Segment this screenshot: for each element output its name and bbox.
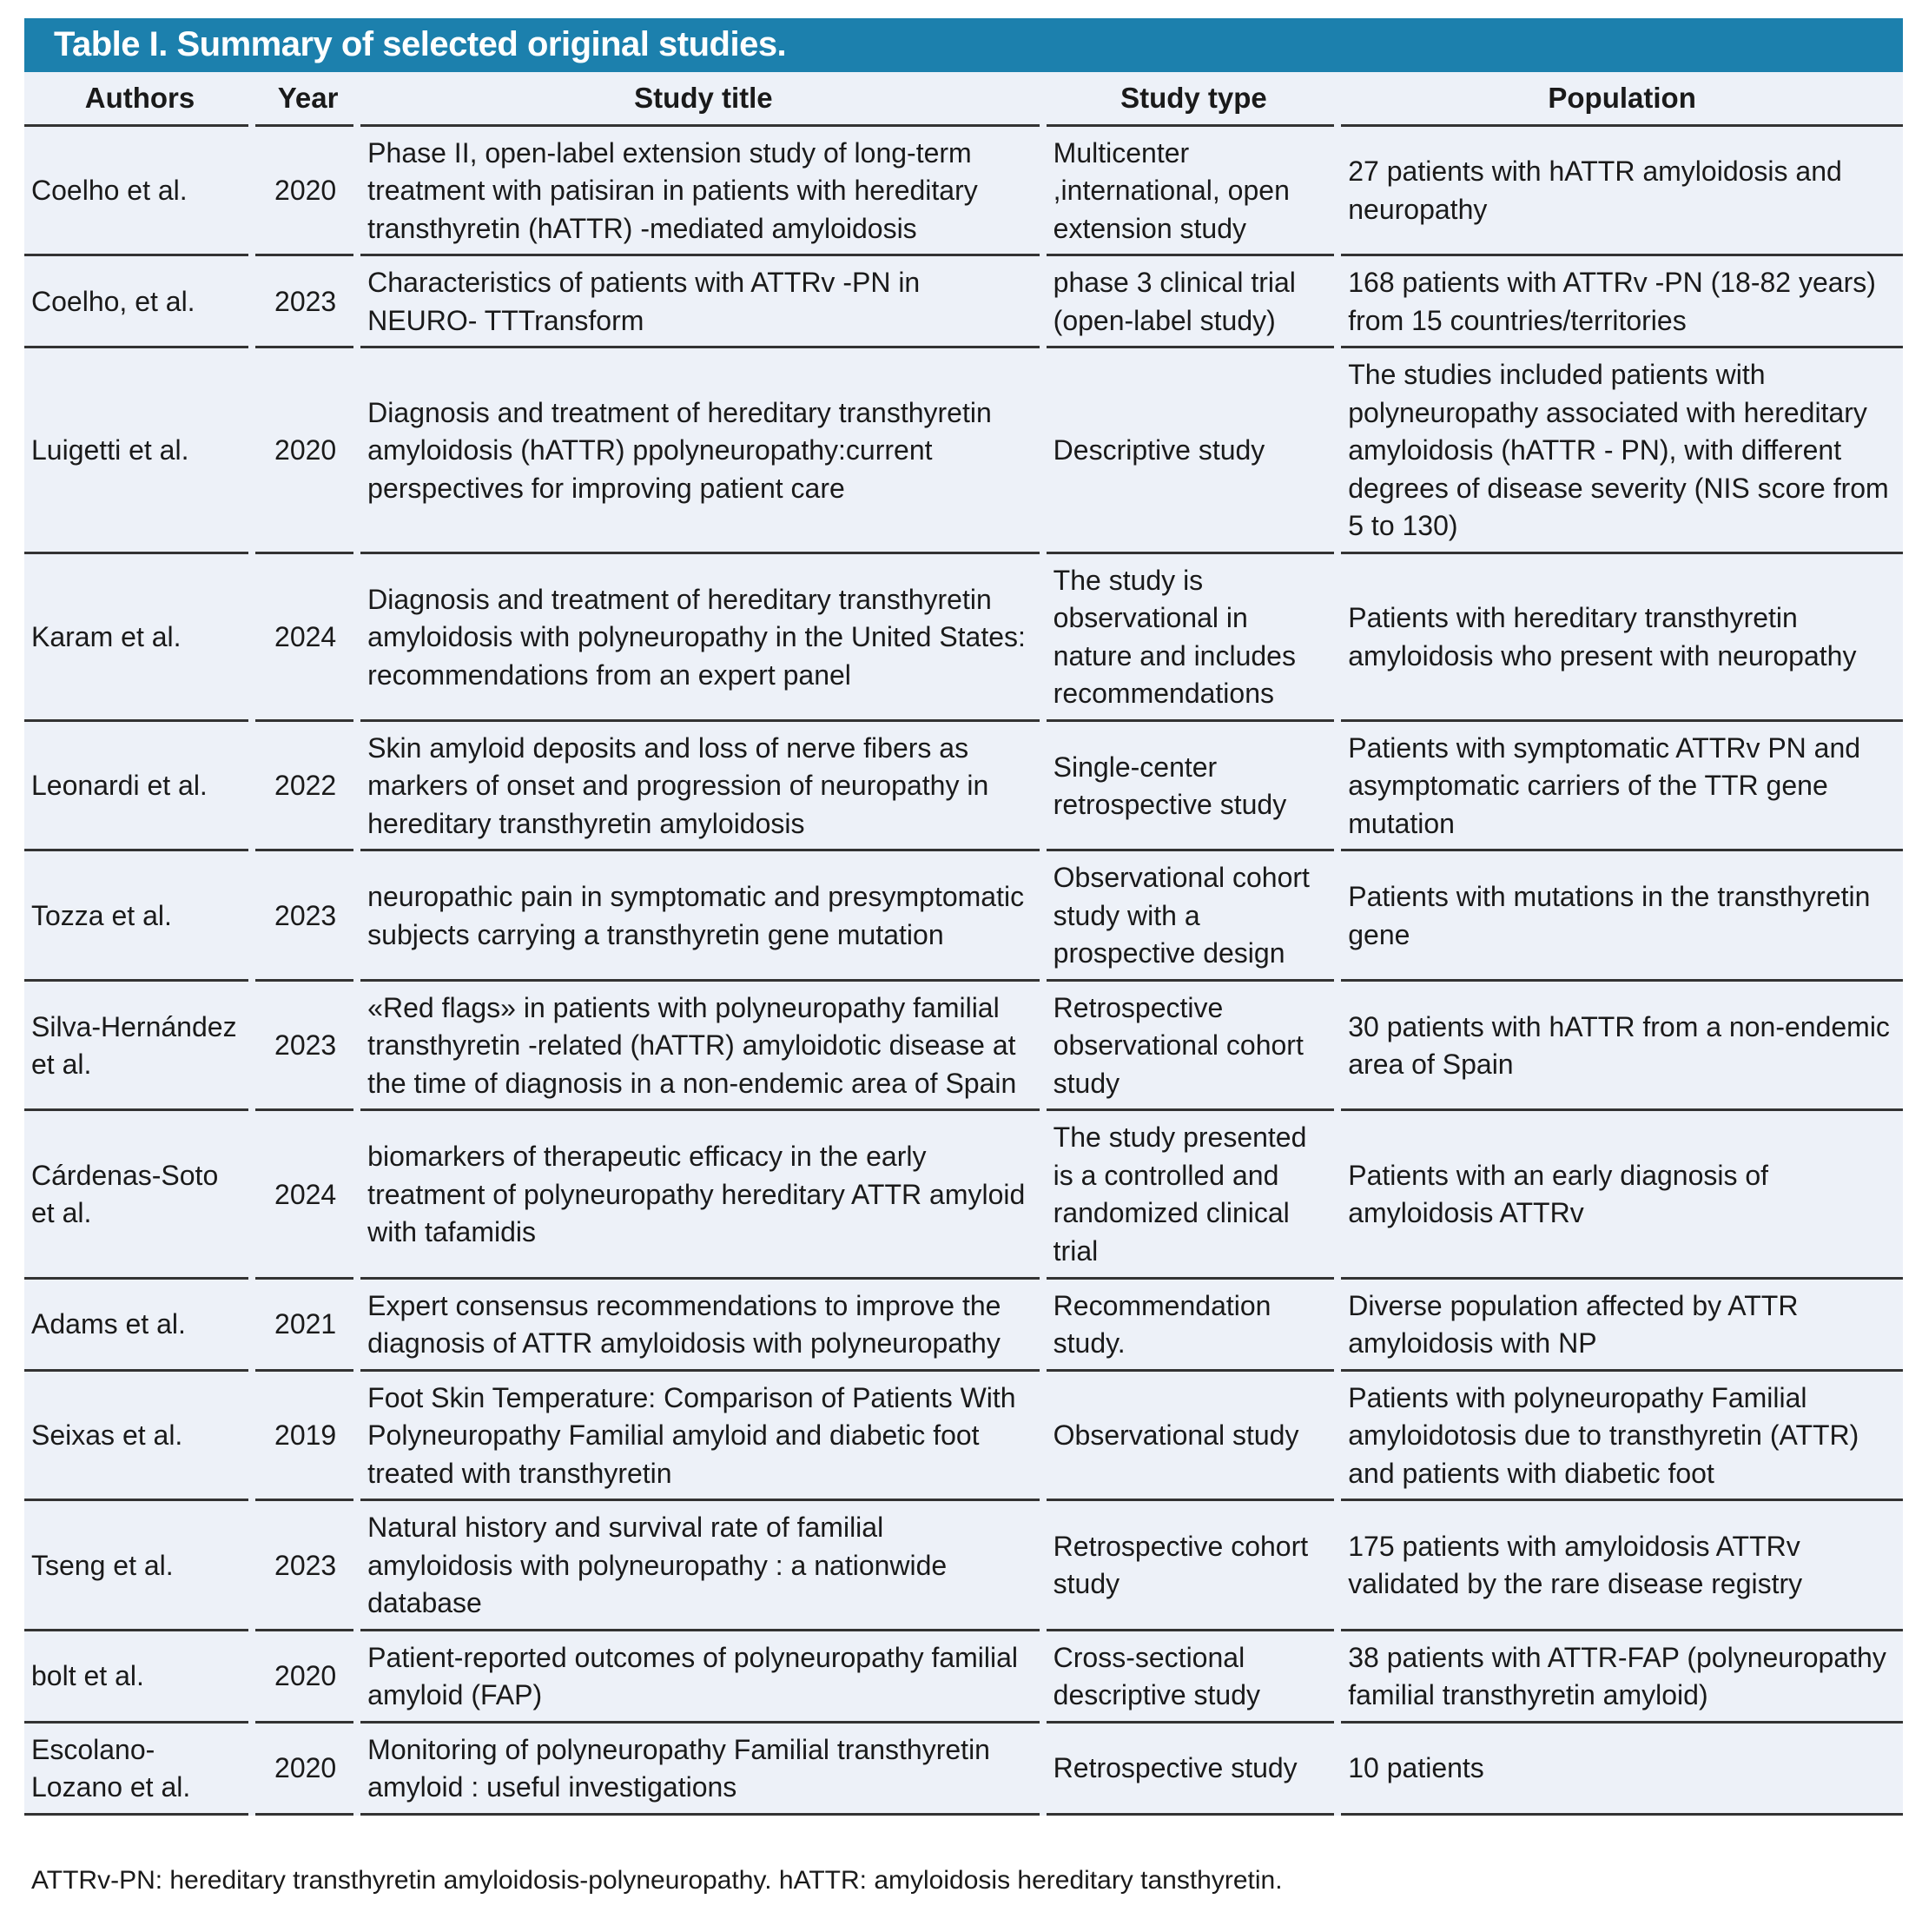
cell-study-type: The study is observational in nature and includes recommendations — [1047, 554, 1342, 722]
cell-year: 2020 — [255, 348, 360, 554]
table-row — [24, 1501, 1903, 1631]
cell-study-type: Multicenter ,international, open extension study — [1047, 127, 1342, 257]
studies-table — [24, 72, 1903, 1816]
cell-authors: bolt et al. — [24, 1631, 255, 1724]
cell-study-title: Diagnosis and treatment of hereditary transthyretin amyloidosis (hATTR) ppolyneuropathy:current perspectives for improving patient care — [360, 348, 1046, 554]
cell-study-type: Observational cohort study with a prospective design — [1047, 851, 1342, 982]
col-header-study-type: Study type — [1047, 72, 1342, 127]
cell-population: Diverse population affected by ATTR amyloidosis with NP — [1341, 1280, 1903, 1372]
cell-population: Patients with an early diagnosis of amyloidosis ATTRv — [1341, 1111, 1903, 1279]
cell-study-title: Foot Skin Temperature: Comparison of Patients With Polyneuropathy Familial amyloid and diabetic foot treated with transthyretin — [360, 1372, 1046, 1502]
table-row — [24, 982, 1903, 1112]
cell-population: 38 patients with ATTR-FAP (polyneuropathy familial transthyretin amyloid) — [1341, 1631, 1903, 1724]
cell-study-type: Single-center retrospective study — [1047, 722, 1342, 852]
cell-year: 2023 — [255, 851, 360, 982]
table-title: Table I. Summary of selected original studies. — [54, 25, 787, 63]
table-title-bar — [24, 18, 1903, 72]
cell-population: 27 patients with hATTR amyloidosis and neuropathy — [1341, 127, 1903, 257]
table-row — [24, 256, 1903, 348]
cell-year: 2021 — [255, 1280, 360, 1372]
cell-study-title: Diagnosis and treatment of hereditary transthyretin amyloidosis with polyneuropathy in the United States: recommendations from an expert panel — [360, 554, 1046, 722]
cell-year: 2024 — [255, 1111, 360, 1279]
cell-authors: Karam et al. — [24, 554, 255, 722]
cell-year: 2020 — [255, 127, 360, 257]
cell-population: Patients with symptomatic ATTRv PN and asymptomatic carriers of the TTR gene mutation — [1341, 722, 1903, 852]
col-header-study-title: Study title — [360, 72, 1046, 127]
cell-authors: Cárdenas-Soto et al. — [24, 1111, 255, 1279]
cell-population: Patients with mutations in the transthyretin gene — [1341, 851, 1903, 982]
cell-authors: Tseng et al. — [24, 1501, 255, 1631]
cell-study-type: Recommendation study. — [1047, 1280, 1342, 1372]
cell-population: 30 patients with hATTR from a non-endemic area of Spain — [1341, 982, 1903, 1112]
cell-authors: Silva-Hernández et al. — [24, 982, 255, 1112]
cell-year: 2019 — [255, 1372, 360, 1502]
cell-year: 2024 — [255, 554, 360, 722]
table-row — [24, 1372, 1903, 1502]
table-row — [24, 554, 1903, 722]
cell-study-title: Natural history and survival rate of familial amyloidosis with polyneuropathy : a nationwide database — [360, 1501, 1046, 1631]
table-body — [24, 127, 1903, 1816]
cell-year: 2023 — [255, 256, 360, 348]
table-row — [24, 348, 1903, 554]
cell-population: Patients with polyneuropathy Familial amyloidotosis due to transthyretin (ATTR) and patients with diabetic foot — [1341, 1372, 1903, 1502]
cell-study-type: The study presented is a controlled and randomized clinical trial — [1047, 1111, 1342, 1279]
table-row — [24, 127, 1903, 257]
cell-study-type: Descriptive study — [1047, 348, 1342, 554]
table-row — [24, 1724, 1903, 1816]
table-header — [24, 72, 1903, 127]
cell-study-title: Expert consensus recommendations to improve the diagnosis of ATTR amyloidosis with polyneuropathy — [360, 1280, 1046, 1372]
table-row — [24, 1280, 1903, 1372]
cell-population: Patients with hereditary transthyretin amyloidosis who present with neuropathy — [1341, 554, 1903, 722]
cell-authors: Leonardi et al. — [24, 722, 255, 852]
table-row — [24, 1631, 1903, 1724]
cell-authors: Tozza et al. — [24, 851, 255, 982]
cell-authors: Coelho, et al. — [24, 256, 255, 348]
cell-authors: Adams et al. — [24, 1280, 255, 1372]
cell-year: 2020 — [255, 1724, 360, 1816]
cell-study-title: Monitoring of polyneuropathy Familial transthyretin amyloid : useful investigations — [360, 1724, 1046, 1816]
cell-study-title: «Red flags» in patients with polyneuropathy familial transthyretin -related (hATTR) amyloidotic disease at the time of diagnosis in a non-endemic area of Spain — [360, 982, 1046, 1112]
cell-study-title: Patient-reported outcomes of polyneuropathy familial amyloid (FAP) — [360, 1631, 1046, 1724]
cell-study-title: biomarkers of therapeutic efficacy in the early treatment of polyneuropathy hereditary ATTR amyloid with tafamidis — [360, 1111, 1046, 1279]
cell-population: 175 patients with amyloidosis ATTRv validated by the rare disease registry — [1341, 1501, 1903, 1631]
cell-study-title: neuropathic pain in symptomatic and presymptomatic subjects carrying a transthyretin gene mutation — [360, 851, 1046, 982]
col-header-authors: Authors — [24, 72, 255, 127]
cell-authors: Luigetti et al. — [24, 348, 255, 554]
cell-population: 10 patients — [1341, 1724, 1903, 1816]
cell-study-title: Characteristics of patients with ATTRv -PN in NEURO- TTTransform — [360, 256, 1046, 348]
cell-study-type: phase 3 clinical trial (open-label study) — [1047, 256, 1342, 348]
col-header-year: Year — [255, 72, 360, 127]
cell-study-type: Cross-sectional descriptive study — [1047, 1631, 1342, 1724]
header-row — [24, 72, 1903, 127]
cell-study-type: Retrospective study — [1047, 1724, 1342, 1816]
col-header-population: Population — [1341, 72, 1903, 127]
cell-authors: Escolano-Lozano et al. — [24, 1724, 255, 1816]
table-row — [24, 1111, 1903, 1279]
cell-authors: Coelho et al. — [24, 127, 255, 257]
cell-population: 168 patients with ATTRv -PN (18-82 years) from 15 countries/territories — [1341, 256, 1903, 348]
cell-year: 2020 — [255, 1631, 360, 1724]
table-row — [24, 722, 1903, 852]
cell-population: The studies included patients with polyneuropathy associated with hereditary amyloidosis (hATTR - PN), with different degrees of disease severity (NIS score from 5 to 130) — [1341, 348, 1903, 554]
cell-year: 2023 — [255, 982, 360, 1112]
cell-year: 2022 — [255, 722, 360, 852]
cell-study-type: Retrospective observational cohort study — [1047, 982, 1342, 1112]
cell-study-type: Retrospective cohort study — [1047, 1501, 1342, 1631]
cell-year: 2023 — [255, 1501, 360, 1631]
cell-study-type: Observational study — [1047, 1372, 1342, 1502]
cell-study-title: Phase II, open-label extension study of long-term treatment with patisiran in patients with hereditary transthyretin (hATTR) -mediated amyloidosis — [360, 127, 1046, 257]
cell-study-title: Skin amyloid deposits and loss of nerve fibers as markers of onset and progression of neuropathy in hereditary transthyretin amyloidosis — [360, 722, 1046, 852]
cell-authors: Seixas et al. — [24, 1372, 255, 1502]
table-row — [24, 851, 1903, 982]
table-footnote: ATTRv-PN: hereditary transthyretin amyloidosis-polyneuropathy. hATTR: amyloidosis hereditary tansthyretin. — [31, 1865, 1283, 1895]
